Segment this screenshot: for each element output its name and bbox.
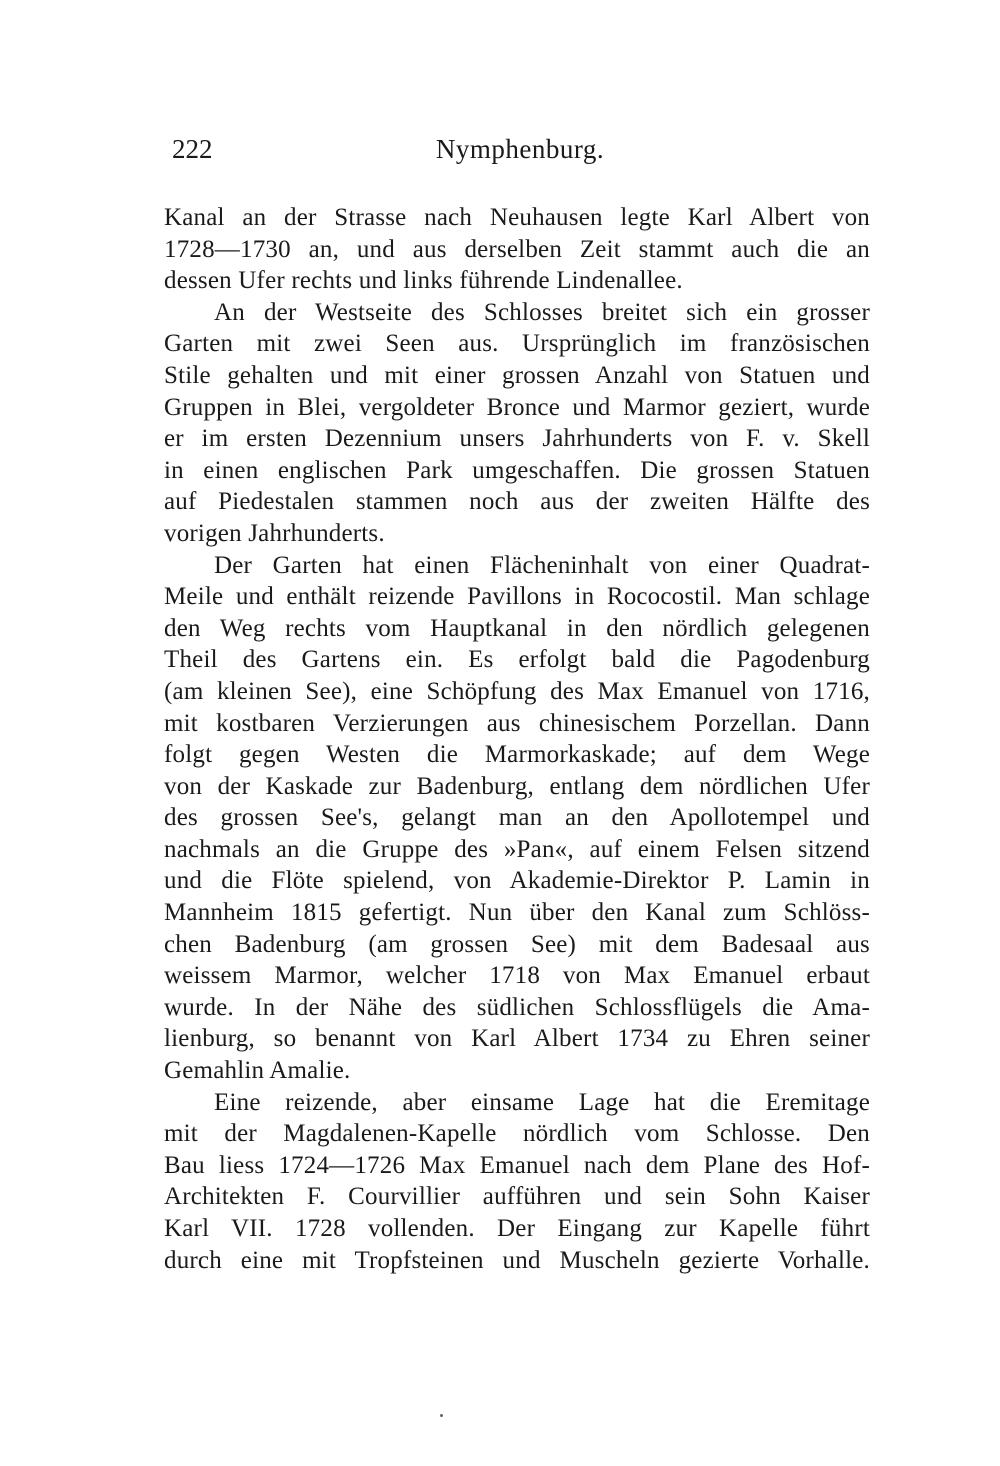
- text-line: wurde. In der Nähe des südlichen Schlossflügels die Ama-: [164, 993, 870, 1021]
- text-line: Meile und enthält reizende Pavillons in Rococostil. Man schlage: [164, 583, 870, 611]
- text-line: An der Westseite des Schlosses breitet sich ein grosser: [214, 298, 870, 326]
- text-line: mit der Magdalenen-Kapelle nördlich vom Schlosse. Den: [164, 1120, 870, 1148]
- text-line: durch eine mit Tropfsteinen und Muscheln gezierte Vorhalle.: [164, 1246, 870, 1274]
- text-line: Gruppen in Blei, vergoldeter Bronce und Marmor geziert, wurde: [164, 393, 870, 421]
- text-line: in einen englischen Park umgeschaffen. Die grossen Statuen: [164, 456, 870, 484]
- text-line: Garten mit zwei Seen aus. Ursprünglich im französischen: [164, 330, 870, 358]
- text-line: lienburg, so benannt von Karl Albert 1734 zu Ehren seiner: [164, 1025, 870, 1053]
- text-line: auf Piedestalen stammen noch aus der zweiten Hälfte des: [164, 488, 870, 516]
- text-line: Theil des Gartens ein. Es erfolgt bald die Pagodenburg: [164, 646, 870, 674]
- text-line: Mannheim 1815 gefertigt. Nun über den Kanal zum Schlöss-: [164, 899, 870, 927]
- text-line: 1728—1730 an, und aus derselben Zeit stammt auch die an: [164, 235, 870, 263]
- text-line: Der Garten hat einen Flächeninhalt von einer Quadrat-: [214, 551, 870, 579]
- text-line: Kanal an der Strasse nach Neuhausen legte Karl Albert von: [164, 204, 870, 231]
- text-line: weissem Marmor, welcher 1718 von Max Emanuel erbaut: [164, 962, 870, 990]
- text-line: Architekten F. Courvillier aufführen und sein Sohn Kaiser: [164, 1183, 870, 1211]
- text-line: folgt gegen Westen die Marmorkaskade; auf dem Wege: [164, 741, 870, 769]
- print-speck: [440, 1414, 443, 1417]
- text-line: Bau liess 1724—1726 Max Emanuel nach dem Plane des Hof-: [164, 1151, 870, 1179]
- running-title: Nymphenburg.: [435, 134, 605, 164]
- text-line: mit kostbaren Verzierungen aus chinesischem Porzellan. Dann: [164, 709, 870, 737]
- text-line: von der Kaskade zur Badenburg, entlang dem nördlichen Ufer: [164, 772, 870, 800]
- page-number: 222: [172, 134, 213, 164]
- text-line: und die Flöte spielend, von Akademie-Direktor P. Lamin in: [164, 867, 870, 895]
- text-line: Karl VII. 1728 vollenden. Der Eingang zur Kapelle führt: [164, 1215, 870, 1242]
- text-line: nachmals an die Gruppe des »Pan«, auf einem Felsen sitzend: [164, 835, 870, 863]
- page-header: [172, 134, 868, 178]
- text-line: dessen Ufer rechts und links führende Lindenallee.: [164, 267, 683, 295]
- text-line: vorigen Jahrhunderts.: [164, 519, 385, 547]
- text-line: (am kleinen See), eine Schöpfung des Max Emanuel von 1716,: [164, 677, 870, 705]
- body-text: [164, 202, 870, 1276]
- text-line: chen Badenburg (am grossen See) mit dem Badesaal aus: [164, 930, 870, 958]
- text-line: Eine reizende, aber einsame Lage hat die Eremitage: [214, 1088, 870, 1116]
- text-line: Stile gehalten und mit einer grossen Anzahl von Statuen und: [164, 361, 870, 389]
- text-line: den Weg rechts vom Hauptkanal in den nördlich gelegenen: [164, 614, 870, 642]
- text-line: des grossen See's, gelangt man an den Apollotempel und: [164, 804, 870, 832]
- text-line: er im ersten Dezennium unsers Jahrhunderts von F. v. Skell: [164, 425, 870, 453]
- text-line: Gemahlin Amalie.: [164, 1057, 351, 1085]
